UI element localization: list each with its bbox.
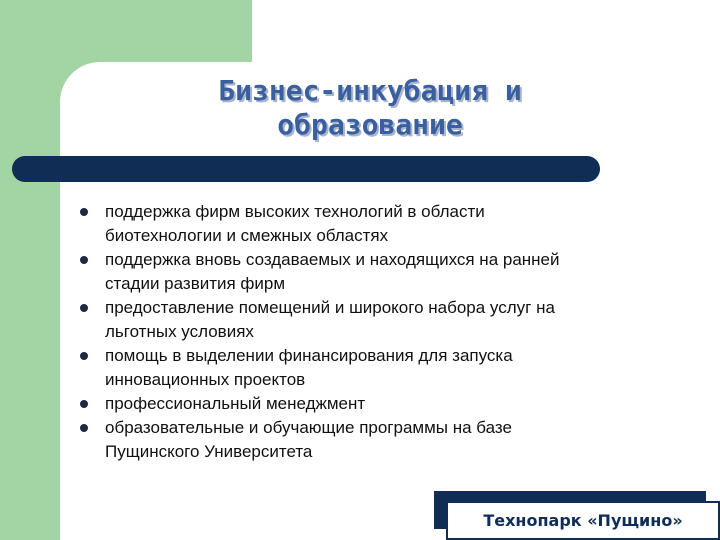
list-item	[78, 416, 648, 464]
bullet-text-line2: инновационных проектов	[105, 370, 306, 389]
footer-label: Технопарк «Пущино»	[483, 511, 683, 530]
bullet-text-line1: предоставление помещений и широкого набора услуг на	[105, 298, 555, 317]
bullet-icon	[80, 256, 88, 264]
bullet-icon	[80, 424, 88, 432]
bullet-icon	[80, 304, 88, 312]
title-divider-bar	[12, 156, 600, 182]
bullet-text-line2: Пущинского Университета	[105, 442, 313, 461]
title-line-1: Бизнес-инкубация и	[218, 74, 522, 107]
bullet-text-line1: образовательные и обучающие программы на базе	[105, 418, 512, 437]
bullet-text-line2: биотехнологии и смежных областях	[105, 226, 389, 245]
list-item	[78, 200, 648, 248]
list-item	[78, 392, 648, 416]
slide-title	[120, 74, 620, 142]
bullet-text-line1: профессиональный менеджмент	[105, 394, 366, 413]
list-item	[78, 296, 648, 344]
bullet-text-line2: льготных условиях	[105, 322, 254, 341]
bullet-icon	[80, 208, 88, 216]
bullet-icon	[80, 400, 88, 408]
bullet-icon	[80, 352, 88, 360]
bullet-text-line1: поддержка вновь создаваемых и находящихся на ранней	[105, 250, 560, 269]
bullet-text-line2: стадии развития фирм	[105, 274, 286, 293]
list-item	[78, 344, 648, 392]
footer-badge	[446, 501, 720, 540]
title-line-2: образование	[277, 108, 463, 141]
list-item	[78, 248, 648, 296]
bullet-text-line1: помощь в выделении финансирования для запуска	[105, 346, 513, 365]
bullet-list	[78, 200, 648, 464]
bullet-text-line1: поддержка фирм высоких технологий в области	[105, 202, 485, 221]
